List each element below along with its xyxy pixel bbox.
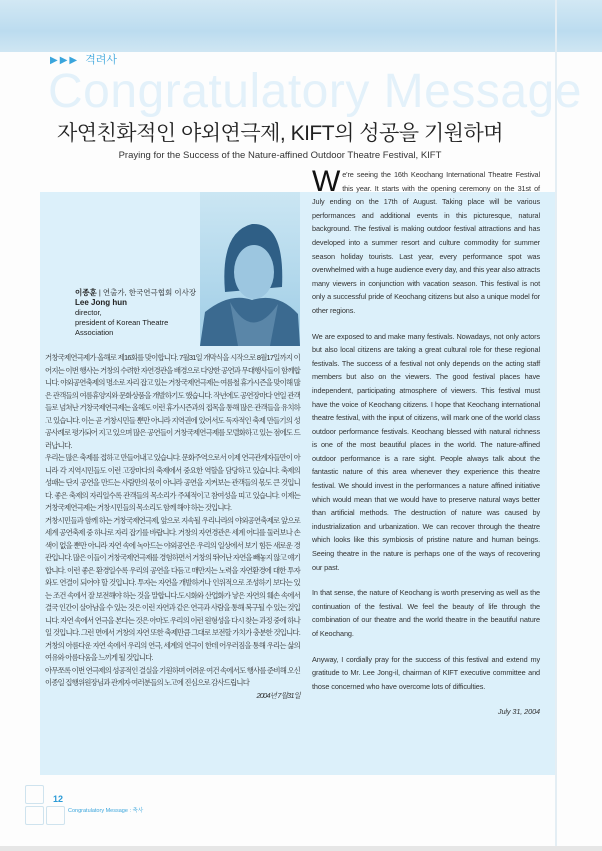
author-english-name: Lee Jong hun [75,298,127,307]
korean-article [45,352,300,702]
korean-paragraph: 아무쪼록 이번 연극제의 성공적인 결실을 기원하며 어려운 여건 속에서도 행사를 준비해 오신 이종일 집행위원장님과 관계자 여러분들의 노고에 진심으로 감사드립니다 [45,665,300,687]
korean-date: 2004년 7월31일 [256,690,300,700]
author-english-role: director, [75,308,102,317]
page-subtitle: Praying for the Success of the Nature-affined Outdoor Theatre Festival, KIFT [118,150,442,161]
author-korean-role: | 연출가, 한국연극협회 이사장 [98,288,197,297]
section-label-text: 격려사 [85,54,117,66]
english-date: July 31, 2004 [497,707,540,717]
english-article [312,165,540,731]
section-label [50,54,117,67]
english-paragraph: We're seeing the 16th Keochang International Theatre Festival this year. It starts with the opening ceremony on the 31st of July ending on the 17th of August. Taking place will be various performances and additional events in this picturesque, natural background. The festival is making outdoor festival attractions and has developed into a summer resort and culture commodity for summer season holiday tourists. Last year, every performance spot was overwhelmed with a huge audience every day, and this year also attracts many viewers in conjunction with vacation season. This festival is not only a successful pride of Keochang citizens but also a unique model for other regions. [312,165,540,315]
page-title: 자연친화적인 야외연극제, KIFT의 성공을 기원하며 [56,122,504,145]
english-paragraph: We are exposed to and make many festivals. Nowadays, not only actors but also local citizens are taking a great cultural role for these regional festivals. The success of a festival not only depends on the acting staff members but also on the viewers. The good festival places have independent, participating atmosphere of viewers. This festival must have the voice of Keochang citizens. I hope that Keochang international theatre festival, with the input of citizens, will mark one of the world class outdoor performance festivals. Keochang blessed with natural richness is one of the most beautiful places in the world. The nature-affined outdoor performance is a rare sight. People always talk about the fantastic nature of this area whenever they experience this theatre festival. We should invest in the performances a nature affined initiative which would mean that we would have to preserve natural ways better than artificial methods. The destruction of nature was caused by industrialization and urbanization. We can recover through the theatre which looks like this symbiosis of pristine nature and human beings. Seeing theatre in the nature is perhaps one of the ways of recovering our past. [312,331,540,572]
page-number: 12 [53,794,64,804]
korean-paragraph: 거창국제연극제가 올해로 제16회를 맞이합니다. 7월31일 개막식을 시작으로 8월17일까지 이어지는 이번 행사는 거창의 수려한 자연경관을 배경으로 다양한 공연과 무대행사들이 함께합니다. 야외공연축제의 명소로 자리 잡고 있는 거창국제연극제는 여름철 휴가시즌을 맞이해 많은 관객들의 여름휴양지와 문화상품을 개발하기도 했습니다. 작년에도 공연장마다 연일 관객들로 넘쳐난 거창국제연극제는 올해도 이런 휴가시즌과의 접목을 통해 많은 관객들을 유치하고 있습니다. 이는 곧 거창시민들 뿐만 아니라 지역권에 있어서도 독자적인 축제 만들기의 성공사례로 평가되어 지고 있으며 많은 공연들이 거창국제연극제를 모델화하고 있는 점에도 드러납니다. [45,353,300,450]
korean-paragraph: 우리는 많은 축제를 접하고 만들어내고 있습니다. 문화주역으로서 이제 연극관계자들만이 아니라 각 지역시민들도 이런 고장마다의 축제에서 중요한 역할을 담당하고 있습니다. 축제의 성패는 단지 공연을 만드는 사람만의 몫이 아니라 공연을 지켜보는 관객들의 몫도 큰 것입니다. 좋은 축제의 자리일수록 관객들의 목소리가 주체적이고 참여성을 띠고 있습니다. 이제는 거창국제연극제는 거창시민들의 목소리도 함께 해야 하는 것입니다. [45,453,300,512]
scan-edge [0,846,602,851]
decorative-square [25,806,44,825]
author-korean-name: 이종훈 [75,288,97,297]
footer-label: Congratulatory Message : 축사 [68,808,144,814]
decorative-square [46,806,65,825]
author-english-role-2: president of Korean Theatre Association [75,318,169,337]
english-paragraph: Anyway, I cordially pray for the success of this festival and extend my gratitude to Mr. Lee Jong-il, chairman of KIFT executive committee and those concerned who have overcome lots of difficulties. [312,654,540,691]
decorative-square [25,785,44,804]
drop-cap: W [312,165,341,198]
top-color-bar [0,0,602,52]
english-paragraph: In that sense, the nature of Keochang is worth preserving as well as the continuation of the festival. We feel the beauty of life through the combination of our theatre and the world theatre in the beautiful nature of Keochang. [312,588,540,638]
korean-paragraph: 거창시민들과 함께 하는 거창국제연극제, 앞으로 지속될 우리나라의 야외공연축제로 앞으로 세계 공연축제 중 하나로 자리 잡기를 바랍니다. 거창의 자연경관은 세계 어디를 둘러보나 손색이 없을 뿐만 아니라 자연 속에 녹아드는 야외공연은 우리의 일상에서 보기 힘든 새로운 경관입니다. 많은 이들이 거창국제연극제를 경험하면서 거창의 뛰어난 자연을 빼놓지 않고 얘기합니다. 이런 좋은 환경일수록 우리의 공연을 다듬고 매만지는 노력을 자연환경에 대한 투자와도 연결이 되어야 할 것입니다. 투자는 자연을 개발하거나 인위적으로 조성하기 보다는 있는 조건 속에서 잘 보전해야 하는 것을 말합니다.도시화와 산업화가 낳은 자연의 훼손 속에서 결국 인간이 살아남을 수 있는 것은 이런 자연과 같은 연극과 사람을 통해 복구될 수 있는 것입니다. 자연 속에서 연극을 본다는 것은 아마도 우리의 이런 원형성을 다시 찾는 과정 중에 하나일 것입니다. 그런 면에서 거창의 자연 또한 축제만큼 그대로 보전할 가치가 충분한 것입니다. 거창의 아름다운 자연 속에서 우리의 연극, 세계의 연극이 한데 어우러짐을 통해 우리는 삶의 여유와 아름다움을 느끼게 될 것입니다. [45,515,300,662]
author-caption [75,288,197,338]
triangle-arrows-icon: ▶▶▶ [50,55,80,66]
author-photo [200,192,300,346]
watermark-heading: Congratulatory Message [48,65,582,118]
